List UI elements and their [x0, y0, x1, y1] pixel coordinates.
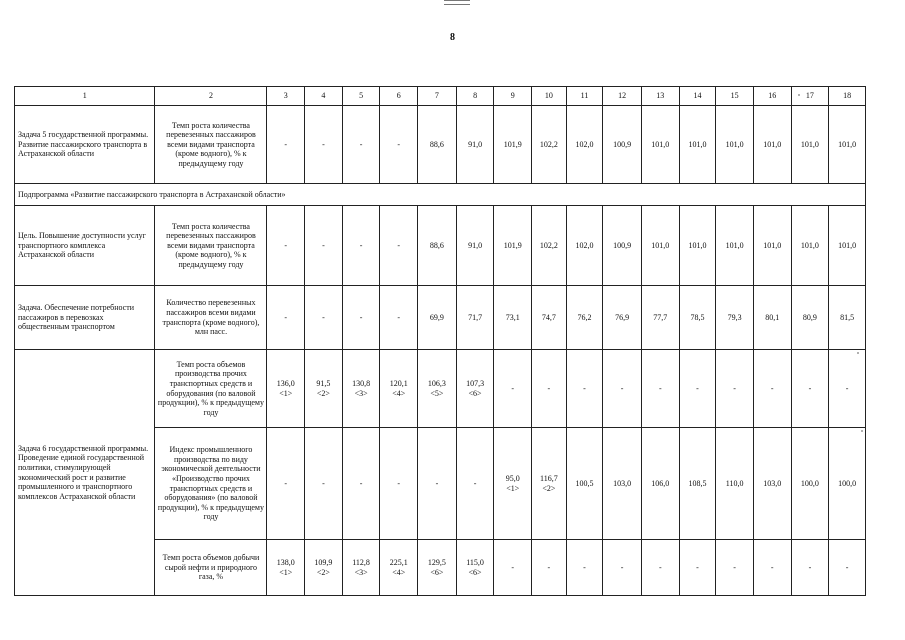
value-cell [305, 428, 343, 540]
column-number: 1 [15, 87, 155, 106]
value-cell: 101,0 [753, 206, 791, 286]
column-number: 12 [603, 87, 642, 106]
value-cell: 101,0 [753, 106, 791, 184]
value-cell [456, 428, 494, 540]
value-text: 107,3 [466, 378, 485, 388]
value-cell: 101,0 [791, 106, 829, 184]
value-cell [494, 350, 532, 428]
value-cell: 91,0 [456, 206, 494, 286]
value-cell: 101,0 [791, 206, 829, 286]
value-cell [456, 350, 494, 428]
column-number: 16 [753, 87, 791, 106]
value-cell [566, 428, 603, 540]
value-text: 129,5 [427, 557, 446, 567]
scan-speck [861, 430, 863, 432]
value-text: 106,0 [651, 478, 670, 488]
task-cell: Задача 5 государственной программы. Развитие пассажирского транспорта в Астраханской области [15, 106, 155, 184]
value-text: 100,0 [800, 478, 819, 488]
value-cell [267, 428, 305, 540]
value-cell: - [342, 106, 380, 184]
value-cell [641, 540, 679, 596]
footnote-ref: <1> [506, 483, 520, 493]
value-cell [716, 540, 754, 596]
value-text: - [620, 383, 624, 393]
footnote-ref: <2> [316, 388, 330, 398]
value-cell: 102,2 [532, 106, 567, 184]
footnote-ref: <4> [392, 388, 406, 398]
value-cell: - [305, 206, 343, 286]
value-text: 100,0 [838, 478, 857, 488]
value-text: - [696, 562, 699, 572]
value-text: - [733, 383, 736, 393]
column-number: 8 [456, 87, 494, 106]
header-row [15, 87, 866, 106]
value-cell [267, 540, 305, 596]
value-cell [603, 540, 642, 596]
task-cell: Задача 6 государственной программы. Проведение единой государственной политики, стимулирующей экономический рост и развитие промышленного и транспортного комплексов Астраханской области [15, 350, 155, 596]
value-text: 115,0 [466, 557, 484, 567]
value-text: 103,0 [763, 478, 782, 488]
value-cell: 100,9 [603, 206, 642, 286]
value-cell: - [305, 286, 343, 350]
column-number: 18 [829, 87, 866, 106]
value-cell: 101,0 [679, 106, 716, 184]
value-text: 100,5 [575, 478, 594, 488]
value-cell [603, 350, 642, 428]
value-cell: - [380, 286, 418, 350]
footnote-ref: <1> [279, 567, 293, 577]
value-cell [305, 540, 343, 596]
value-cell: 71,7 [456, 286, 494, 350]
value-text: 120,1 [389, 378, 408, 388]
footnote-ref: <6> [430, 567, 444, 577]
value-cell: 102,0 [566, 106, 603, 184]
footnote-ref: <6> [468, 567, 482, 577]
value-cell: 101,0 [716, 206, 754, 286]
value-text: - [696, 383, 699, 393]
value-cell: 81,5 [829, 286, 866, 350]
value-text: - [733, 562, 736, 572]
value-text: - [845, 562, 849, 572]
value-cell: 73,1 [494, 286, 532, 350]
column-number: 7 [418, 87, 457, 106]
value-cell [566, 540, 603, 596]
value-cell [829, 350, 866, 428]
value-cell [418, 350, 457, 428]
column-number: 17 [791, 87, 829, 106]
footnote-ref: <2> [542, 483, 556, 493]
value-cell [791, 428, 829, 540]
value-cell [641, 350, 679, 428]
value-text: 108,5 [688, 478, 707, 488]
value-cell [532, 350, 567, 428]
value-cell: 101,0 [716, 106, 754, 184]
value-text: - [435, 478, 439, 488]
value-cell [456, 540, 494, 596]
value-cell: - [267, 106, 305, 184]
value-text: - [808, 562, 812, 572]
footnote-ref: <3> [354, 567, 368, 577]
value-text: 103,0 [613, 478, 632, 488]
column-number: 11 [566, 87, 603, 106]
value-cell [305, 350, 343, 428]
value-text: - [473, 478, 477, 488]
value-cell: - [305, 106, 343, 184]
value-cell: 101,0 [679, 206, 716, 286]
column-number: 3 [267, 87, 305, 106]
task-cell: Задача. Обеспечение потребности пассажиров в перевозках общественным транспортом [15, 286, 155, 350]
value-text: 225,1 [389, 557, 408, 567]
value-cell [791, 350, 829, 428]
value-text: - [397, 478, 401, 488]
value-cell [418, 428, 457, 540]
column-number: 9 [494, 87, 532, 106]
value-text: 106,3 [427, 378, 446, 388]
value-cell: 102,2 [532, 206, 567, 286]
value-cell [566, 350, 603, 428]
value-cell: 80,1 [753, 286, 791, 350]
footnote-ref: <1> [279, 388, 293, 398]
value-cell [494, 428, 532, 540]
value-text: 130,8 [352, 378, 371, 388]
value-cell: - [380, 206, 418, 286]
column-number: 13 [641, 87, 679, 106]
value-cell [679, 428, 716, 540]
value-cell: 76,9 [603, 286, 642, 350]
column-number: 2 [155, 87, 267, 106]
scan-speck [857, 352, 859, 354]
value-cell: 77,7 [641, 286, 679, 350]
value-cell: 80,9 [791, 286, 829, 350]
value-cell [342, 428, 380, 540]
value-text: - [547, 383, 551, 393]
column-number: 6 [380, 87, 418, 106]
value-text: 112,8 [352, 557, 370, 567]
indicator-cell: Количество перевезенных пассажиров всеми видами транспорта (кроме водного), млн пасс. [155, 286, 267, 350]
table-row [15, 350, 866, 428]
value-cell [753, 428, 791, 540]
value-text: - [359, 478, 363, 488]
value-cell: 101,9 [494, 106, 532, 184]
indicator-cell: Индекс промышленного производства по виду экономической деятельности «Производство прочих транспортных средств и оборудования» (по валовой продукции), % к предыдущему году [155, 428, 267, 540]
value-cell [418, 540, 457, 596]
value-cell: 74,7 [532, 286, 567, 350]
value-cell [753, 540, 791, 596]
value-cell: - [342, 206, 380, 286]
column-number: 4 [305, 87, 343, 106]
value-cell [380, 350, 418, 428]
value-cell [380, 540, 418, 596]
value-cell [829, 540, 866, 596]
value-cell [267, 350, 305, 428]
value-text: - [583, 562, 586, 572]
column-number: 10 [532, 87, 567, 106]
value-cell: 101,0 [641, 106, 679, 184]
value-cell [791, 540, 829, 596]
value-text: - [583, 383, 586, 393]
value-text: - [284, 478, 288, 488]
value-cell [641, 428, 679, 540]
value-cell: 101,0 [829, 206, 866, 286]
column-number: 15 [716, 87, 754, 106]
value-cell [342, 350, 380, 428]
value-text: - [770, 562, 774, 572]
value-text: - [770, 383, 774, 393]
indicator-cell: Темп роста объемов добычи сырой нефти и природного газа, % [155, 540, 267, 596]
value-cell: 78,5 [679, 286, 716, 350]
footnote-ref: <4> [392, 567, 406, 577]
value-text: - [547, 562, 551, 572]
value-cell [380, 428, 418, 540]
value-cell: 100,9 [603, 106, 642, 184]
value-cell: - [267, 206, 305, 286]
value-text: - [658, 562, 662, 572]
value-cell: 101,9 [494, 206, 532, 286]
value-text: - [511, 383, 515, 393]
value-text: - [620, 562, 624, 572]
value-cell [716, 428, 754, 540]
value-text: 136,0 [276, 378, 295, 388]
value-cell [679, 350, 716, 428]
value-text: 109,9 [314, 557, 333, 567]
value-cell: 79,3 [716, 286, 754, 350]
table-row [15, 286, 866, 350]
column-number: 14 [679, 87, 716, 106]
value-text: 138,0 [276, 557, 295, 567]
indicator-cell: Темп роста объемов производства прочих транспортных средств и оборудования (по валовой продукции), % к предыдущему году [155, 350, 267, 428]
value-cell [603, 428, 642, 540]
value-cell [829, 428, 866, 540]
indicator-cell: Темп роста количества перевезенных пассажиров всеми видами транспорта (кроме водного), % к предыдущему году [155, 206, 267, 286]
value-cell [679, 540, 716, 596]
value-cell [532, 428, 567, 540]
scan-artifact [444, 0, 470, 5]
value-cell: 88,6 [418, 206, 457, 286]
value-text: - [658, 383, 662, 393]
footnote-ref: <5> [430, 388, 444, 398]
value-cell: 69,9 [418, 286, 457, 350]
indicators-table [14, 86, 866, 596]
footnote-ref: <6> [468, 388, 482, 398]
subprogram-title: Подпрограмма «Развитие пассажирского транспорта в Астраханской области» [15, 184, 866, 206]
value-cell [753, 350, 791, 428]
page-number: 8 [450, 32, 455, 43]
indicator-cell: Темп роста количества перевезенных пассажиров всеми видами транспорта (кроме водного), % к предыдущему году [155, 106, 267, 184]
scan-speck [798, 94, 800, 96]
table-row [15, 206, 866, 286]
task-cell: Цель. Повышение доступности услуг транспортного комплекса Астраханской области [15, 206, 155, 286]
value-cell: - [342, 286, 380, 350]
value-cell: 88,6 [418, 106, 457, 184]
value-text: 116,7 [540, 473, 558, 483]
value-cell [716, 350, 754, 428]
value-text: - [845, 383, 849, 393]
table-row [15, 106, 866, 184]
value-text: 95,0 [505, 473, 520, 483]
value-cell: 91,0 [456, 106, 494, 184]
value-cell: 76,2 [566, 286, 603, 350]
value-cell: - [267, 286, 305, 350]
value-cell: 101,0 [829, 106, 866, 184]
value-cell: - [380, 106, 418, 184]
value-text: 91,5 [316, 378, 331, 388]
value-text: - [511, 562, 515, 572]
footnote-ref: <2> [316, 567, 330, 577]
value-cell [342, 540, 380, 596]
footnote-ref: <3> [354, 388, 368, 398]
value-cell: 102,0 [566, 206, 603, 286]
value-cell [494, 540, 532, 596]
value-text: - [322, 478, 325, 488]
value-text: - [808, 383, 812, 393]
value-cell [532, 540, 567, 596]
value-text: 110,0 [725, 478, 744, 488]
column-number: 5 [342, 87, 380, 106]
value-cell: 101,0 [641, 206, 679, 286]
subprogram-row [15, 184, 866, 206]
